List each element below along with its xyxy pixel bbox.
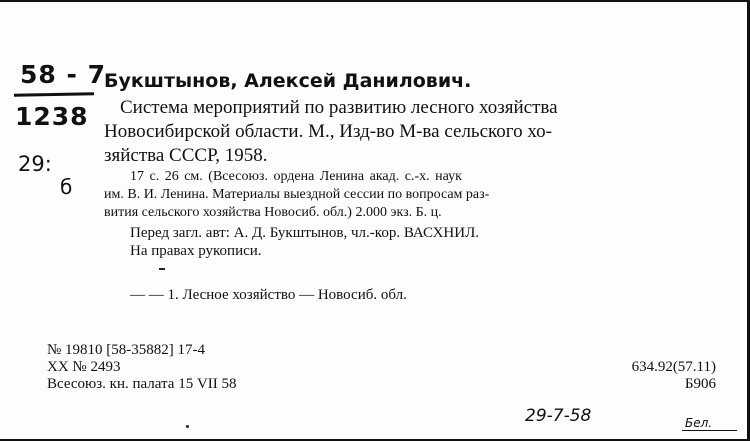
cutter-number: Б906 [684, 376, 716, 392]
shelf-mark-underline [14, 92, 94, 96]
classification-code: 634.92(57.11) [631, 359, 716, 375]
accession-line: XX № 2493 [47, 359, 121, 375]
handwritten-note-letter: б [60, 175, 73, 199]
accession-line: Всесоюз. кн. палата 15 VII 58 [47, 376, 237, 392]
accession-line: № 19810 [58-35882] 17-4 [47, 342, 206, 358]
handwritten-note: 29: [18, 152, 52, 176]
handwritten-call-number: 1238 [15, 102, 89, 131]
author-heading: Букштынов, Алексей Данилович. [104, 70, 472, 92]
title-line: Новосибирской области. М., Изд-во М-ва сельского хо- [104, 121, 552, 142]
card-top-edge [0, 0, 750, 2]
description-line: вития сельского хозяйства Новосиб. обл.) 2.000 экз. Б. ц. [104, 205, 442, 220]
handwritten-date: 29-7-58 [525, 406, 592, 426]
title-line: зяйства СССР, 1958. [104, 145, 268, 166]
note-line: Перед загл. авт: А. Д. Букштынов, чл.-кор. ВАСХНИЛ. [130, 225, 479, 241]
description-line: 17 с. 26 см. (Всесоюз. ордена Ленина акад. с.-х. наук [130, 169, 462, 184]
handwritten-initials: Бел. [685, 416, 713, 430]
subject-heading: — — 1. Лесное хозяйство — Новосиб. обл. [130, 287, 407, 303]
handwritten-shelf-mark: 58 - 7 [20, 60, 106, 89]
ink-mark [159, 268, 165, 270]
title-line: Система мероприятий по развитию лесного хозяйства [120, 97, 558, 118]
note-line: На правах рукописи. [130, 243, 262, 259]
ink-speck [186, 425, 189, 428]
initials-underline [682, 430, 737, 431]
description-line: им. В. И. Ленина. Материалы выездной сессии по вопросам раз- [104, 187, 490, 202]
